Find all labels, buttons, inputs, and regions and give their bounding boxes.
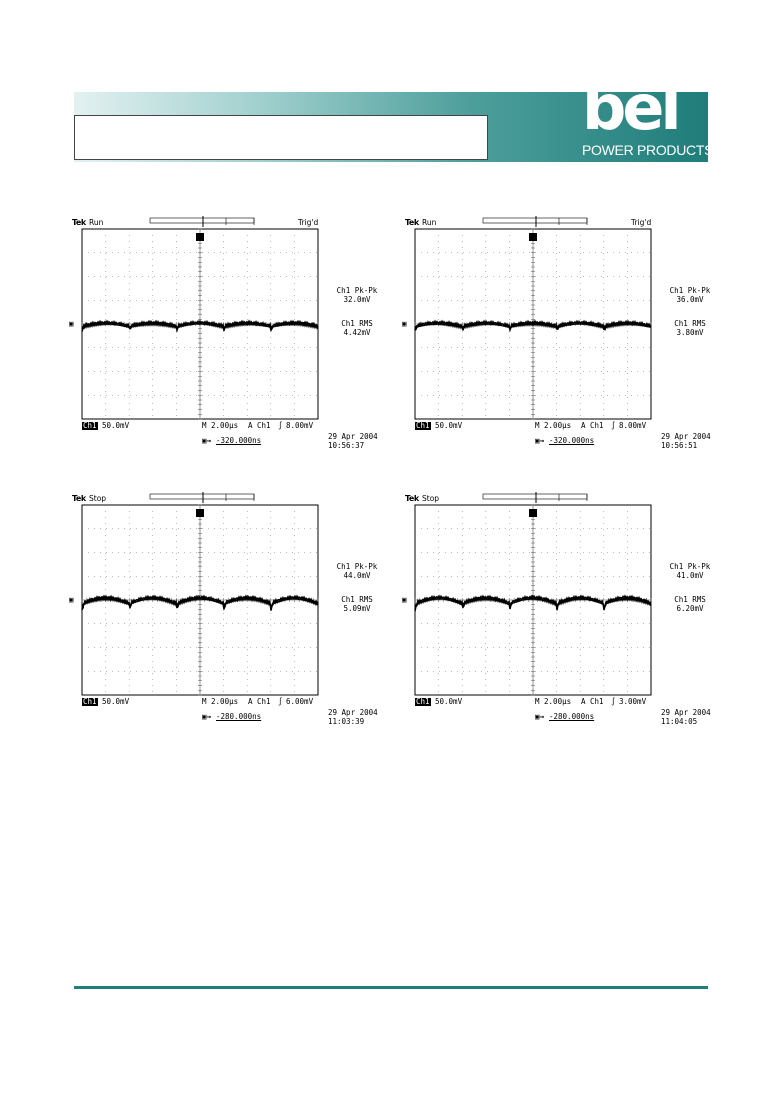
acq-status: Stop bbox=[89, 494, 107, 503]
capture-time: 10:56:51 bbox=[661, 441, 698, 450]
pkpk-label: Ch1 Pk-Pk bbox=[669, 562, 711, 571]
record-length-bar bbox=[483, 218, 587, 223]
rms-value: 5.09mV bbox=[343, 604, 371, 613]
channel-1-marker: ▣ bbox=[402, 595, 407, 604]
rms-value: 3.80mV bbox=[676, 328, 704, 337]
timebase: M 2.00µs bbox=[535, 421, 572, 430]
capture-time: 11:04:05 bbox=[661, 717, 698, 726]
rms-label: Ch1 RMS bbox=[674, 319, 706, 328]
pkpk-label: Ch1 Pk-Pk bbox=[336, 286, 378, 295]
acq-status: Run bbox=[89, 218, 104, 227]
trigger-marker-icon bbox=[196, 509, 204, 517]
pkpk-value: 41.0mV bbox=[676, 571, 704, 580]
capture-date: 29 Apr 2004 bbox=[661, 708, 711, 717]
record-length-bar bbox=[483, 494, 587, 499]
channel-1-marker: ▣ bbox=[402, 319, 407, 328]
pkpk-value: 32.0mV bbox=[343, 295, 371, 304]
rms-label: Ch1 RMS bbox=[341, 319, 373, 328]
channel-1-marker: ▣ bbox=[69, 595, 74, 604]
pkpk-label: Ch1 Pk-Pk bbox=[336, 562, 378, 571]
trigger-level: 3.00mV bbox=[619, 697, 647, 706]
trigger-offset-icon: ▣→ bbox=[535, 712, 545, 721]
trigger-slope-icon: ∫ bbox=[611, 697, 616, 706]
channel-1-marker: ▣ bbox=[69, 319, 74, 328]
rms-label: Ch1 RMS bbox=[674, 595, 706, 604]
scope-capture-3 bbox=[69, 490, 402, 730]
trigger-offset-icon: ▣→ bbox=[535, 436, 545, 445]
trigger-offset-icon: ▣→ bbox=[202, 436, 212, 445]
record-length-bar bbox=[150, 494, 254, 499]
trigger-marker-icon bbox=[529, 233, 537, 241]
rms-value: 6.20mV bbox=[676, 604, 704, 613]
scope-capture-1 bbox=[69, 214, 402, 454]
capture-date: 29 Apr 2004 bbox=[328, 708, 378, 717]
trigger-source: A Ch1 bbox=[581, 697, 604, 706]
footer-rule bbox=[74, 986, 708, 989]
rms-label: Ch1 RMS bbox=[341, 595, 373, 604]
trigger-level: 6.00mV bbox=[286, 697, 314, 706]
trigger-source: A Ch1 bbox=[581, 421, 604, 430]
trigger-status: Trig'd bbox=[298, 218, 319, 227]
timebase: M 2.00µs bbox=[202, 697, 239, 706]
channel-scale: 50.0mV bbox=[102, 421, 130, 430]
trigger-source: A Ch1 bbox=[248, 697, 271, 706]
tek-brand: Tek bbox=[72, 494, 86, 503]
trigger-status: Trig'd bbox=[631, 218, 652, 227]
capture-date: 29 Apr 2004 bbox=[328, 432, 378, 441]
trigger-level: 8.00mV bbox=[286, 421, 314, 430]
tek-brand: Tek bbox=[72, 218, 86, 227]
bel-power-products-logo bbox=[580, 71, 714, 158]
tek-brand: Tek bbox=[405, 494, 419, 503]
document-title-box bbox=[74, 115, 488, 160]
trigger-offset: -280.000ns bbox=[549, 712, 595, 721]
channel-scale: 50.0mV bbox=[102, 697, 130, 706]
channel-label: Ch1 bbox=[416, 421, 430, 430]
trigger-offset: -320.000ns bbox=[216, 436, 262, 445]
scope-capture-2 bbox=[402, 214, 735, 454]
scope-capture-4 bbox=[402, 490, 735, 730]
logo-word: bel bbox=[582, 71, 678, 144]
pkpk-value: 36.0mV bbox=[676, 295, 704, 304]
trigger-level: 8.00mV bbox=[619, 421, 647, 430]
channel-scale: 50.0mV bbox=[435, 697, 463, 706]
acq-status: Run bbox=[422, 218, 437, 227]
trigger-offset: -280.000ns bbox=[216, 712, 262, 721]
trigger-source: A Ch1 bbox=[248, 421, 271, 430]
trigger-marker-icon bbox=[529, 509, 537, 517]
trigger-slope-icon: ∫ bbox=[278, 421, 283, 430]
channel-label: Ch1 bbox=[83, 421, 97, 430]
trigger-offset-icon: ▣→ bbox=[202, 712, 212, 721]
trigger-offset: -320.000ns bbox=[549, 436, 595, 445]
pkpk-label: Ch1 Pk-Pk bbox=[669, 286, 711, 295]
channel-label: Ch1 bbox=[416, 697, 430, 706]
trigger-slope-icon: ∫ bbox=[278, 697, 283, 706]
acq-status: Stop bbox=[422, 494, 440, 503]
rms-value: 4.42mV bbox=[343, 328, 371, 337]
capture-date: 29 Apr 2004 bbox=[661, 432, 711, 441]
channel-label: Ch1 bbox=[83, 697, 97, 706]
timebase: M 2.00µs bbox=[202, 421, 239, 430]
capture-time: 11:03:39 bbox=[328, 717, 365, 726]
trigger-slope-icon: ∫ bbox=[611, 421, 616, 430]
tek-brand: Tek bbox=[405, 218, 419, 227]
logo-subtitle: POWER PRODUCTS bbox=[582, 142, 714, 158]
capture-time: 10:56:37 bbox=[328, 441, 365, 450]
timebase: M 2.00µs bbox=[535, 697, 572, 706]
record-length-bar bbox=[150, 218, 254, 223]
channel-scale: 50.0mV bbox=[435, 421, 463, 430]
pkpk-value: 44.0mV bbox=[343, 571, 371, 580]
trigger-marker-icon bbox=[196, 233, 204, 241]
